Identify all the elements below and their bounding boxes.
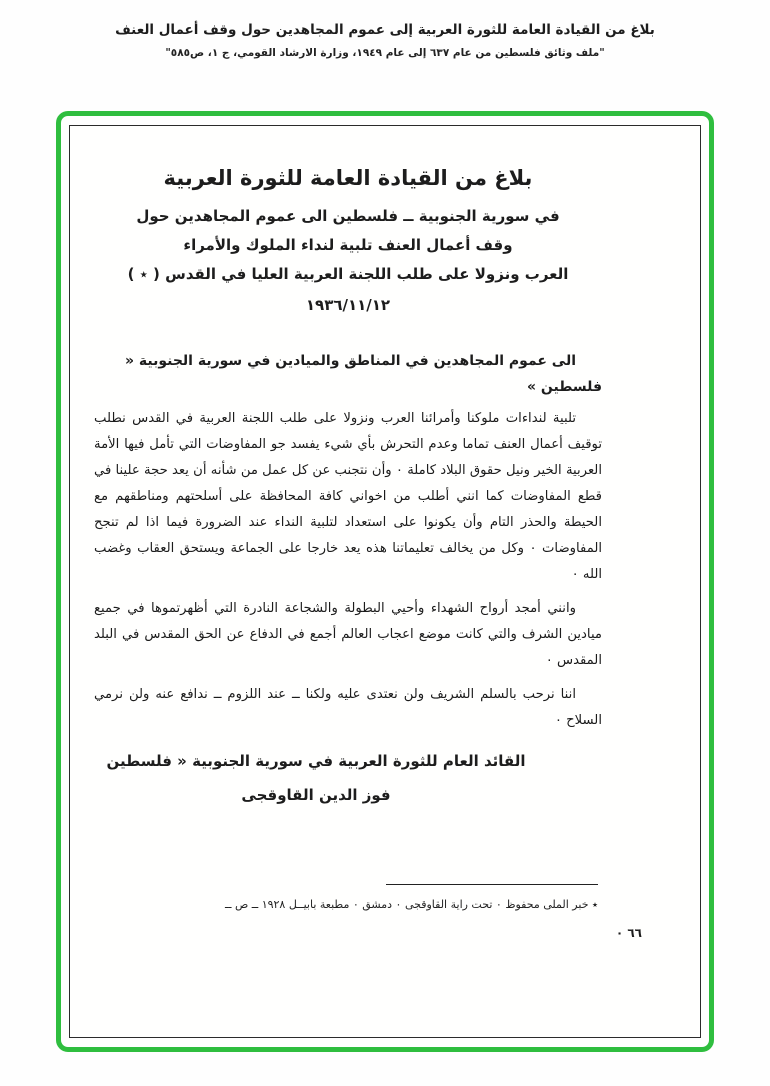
document-scan-frame <box>69 125 701 1038</box>
communique-subtitle-line-3: العرب ونزولا على طلب اللجنة العربية العليا في القدس ( ٭ ) <box>127 265 569 283</box>
body-paragraph-1: تلبية لنداءات ملوكنا وأمرائنا العرب ونزولا على طلب اللجنة العربية في القدس نطلب توقيف أعمال العنف تماما وعدم التحرش بأي شيء يفسد جو المفاوضات التي تأمل فيها الأمة العربية الخير ونيل حقوق البلاد كاملة ٠ وأن نتجنب عن كل عمل من شأنه أن يعد حجة علينا في قطع المفاوضات كما انني أطلب من اخواني كافة المحافظة على أسلحتهم ومناطقهم مع الحيطة والحذر التام وأن يكونوا على استعداد لتلبية النداء عند الضرورة فيما اذا لم تنجح المفاوضات ٠ وكل من يخالف تعليماتنا هذه يعد خارجا على الجماعة ويستحق العقاب وغضب الله ٠ <box>94 411 603 582</box>
signature-name: فوز الدين القاوقجى <box>241 786 391 804</box>
communique-title: بلاغ من القيادة العامة للثورة العربية <box>163 166 533 190</box>
communique-subtitle-line-2: وقف أعمال العنف تلبية لنداء الملوك والأمراء <box>183 236 513 254</box>
page-number: ٦٦ ٠ <box>615 926 642 940</box>
document-header <box>35 22 735 59</box>
body-paragraph-3: اننا نرحب بالسلم الشريف ولن نعتدى عليه ولكنا ــ عند اللزوم ــ ندافع عنه ولن نرمي السلاح ٠ <box>94 687 602 728</box>
footnote-text: ٭ خبر الملى محفوظ ٠ تحت راية القاوقجى ٠ دمشق ٠ مطبعة بابيــل ١٩٢٨ ــ ص ــ <box>225 898 598 911</box>
header-title: بلاغ من القيادة العامة للثورة العربية إلى عموم المجاهدين حول وقف أعمال العنف <box>115 22 655 38</box>
signature-title: القائد العام للثورة العربية في سورية الجنوبية « فلسطين <box>106 752 526 770</box>
communique-date: ١٩٣٦/١١/١٢ <box>305 296 391 314</box>
document-content <box>70 126 700 1037</box>
salutation-line: الى عموم المجاهدين في المناطق والميادين في سورية الجنوبية « فلسطين » <box>124 353 602 395</box>
footnote-area <box>94 884 676 940</box>
green-highlight-frame <box>56 111 714 1052</box>
footnote-divider <box>386 884 598 885</box>
communique-subtitle-line-1: في سورية الجنوبية ــ فلسطين الى عموم المجاهدين حول <box>136 207 560 225</box>
body-paragraph-2: وانني أمجد أرواح الشهداء وأحيي البطولة والشجاعة النادرة التي أظهرتموها في جميع ميادين الشرف والتي كانت موضع اعجاب العالم أجمع في الدفاع عن الحق المقدس في البلد المقدس ٠ <box>94 601 602 668</box>
header-citation: "ملف وثائق فلسطين من عام ٦٣٧ إلى عام ١٩٤٩، وزارة الارشاد القومي، ج ١، ص٥٨٥" <box>165 47 605 59</box>
signature-block <box>62 752 570 804</box>
